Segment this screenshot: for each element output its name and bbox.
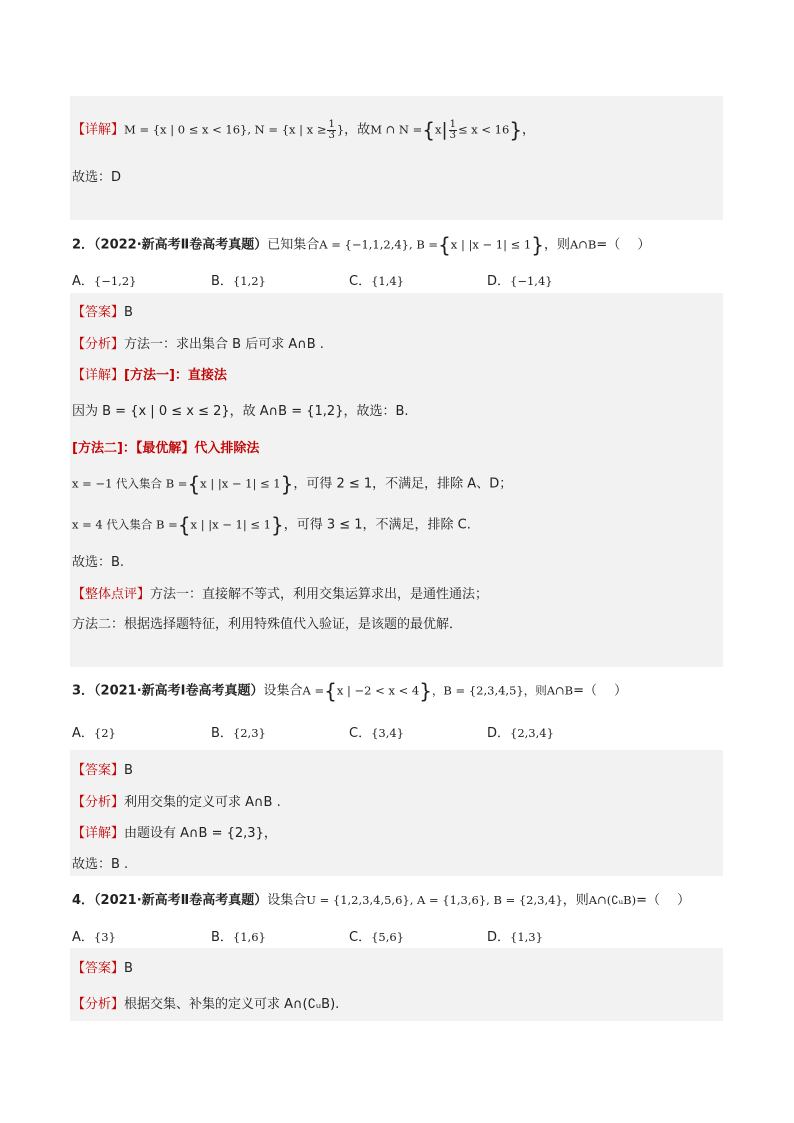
solution-panel-q3 [70,750,723,876]
q2-method2-line1: x = −1 代入集合 B ={x | |x − 1| ≤ 1}，可得 2 ≤ 1，不满足，排除 A、D； [72,472,513,496]
q3-option-c: C．{3,4} [349,726,405,741]
q2-detail-method1: 【详解】[方法一]：直接法 [72,368,227,383]
q2-review2: 方法二：根据选择题特征，利用特殊值代入验证，是该题的最优解． [72,617,463,632]
q2-option-c: C．{1,4} [349,274,405,289]
q2-option-d: D．{−1,4} [487,274,553,289]
q2-option-a: A．{−1,2} [72,274,137,289]
q2-review1: 【整体点评】方法一：直接解不等式，利用交集运算求出，是通性通法； [72,587,489,602]
q3-option-d: D．{2,3,4} [487,726,554,741]
q4-analysis: 【分析】根据交集、补集的定义可求 A∩(∁ᵤB). [72,997,340,1012]
q3-stem: 3．（2021·新高考Ⅰ卷高考真题）设集合A ={x | −2 < x < 4}，B = {2,3,4,5}，则A∩B=（ ） [72,679,628,703]
detail-tag: 【详解】 [72,122,125,138]
q3-detail: 【详解】由题设有 A∩B = {2,3}， [72,826,277,841]
q1-detail-line: 【详解】M = {x | 0 ≤ x < 16}, N = {x | x ≥ $\frac{1}{3}$ }，故M ∩ N ={x| $\frac{1}{3}$ ≤ x < 16}， [72,118,536,142]
q2-stem: 2．（2022·新高考Ⅱ卷高考真题）已知集合A = {−1,1,2,4}, B ={x | |x − 1| ≤ 1}，则A∩B=（ ） [72,233,651,257]
q4-stem: 4．（2021·新高考Ⅱ卷高考真题）设集合U = {1,2,3,4,5,6}, A = {1,3,6}, B = {2,3,4}，则A∩(∁ᵤB)=（ ） [72,893,691,908]
q2-method1-line: 因为 B = {x | 0 ≤ x ≤ 2}，故 A∩B = {1,2}，故选：B. [72,404,409,419]
q2-source: （2022·新高考Ⅱ卷高考真题） [94,237,268,253]
solution-panel-q1 [70,96,723,220]
intersection-expr: M ∩ N = [370,122,423,137]
q2-answer: 【答案】B [72,305,133,320]
set-definition: M = {x | 0 ≤ x < 16}, N = {x | x ≥ [124,122,327,137]
q4-answer: 【答案】B [72,961,133,976]
q2-method2-line2: x = 4 代入集合 B ={x | |x − 1| ≤ 1}，可得 3 ≤ 1，不满足，排除 C. [72,513,471,537]
q3-source: （2021·新高考Ⅰ卷高考真题） [94,683,264,699]
q4-source: （2021·新高考Ⅱ卷高考真题） [94,893,268,908]
fraction: $\frac{1}{3}$ [328,118,335,141]
q4-option-b: B．{1,6} [211,930,266,945]
q1-choose: 故选：D [72,170,122,185]
q2-choose: 故选：B. [72,555,125,570]
q3-analysis: 【分析】利用交集的定义可求 A∩B . [72,795,281,810]
q3-answer: 【答案】B [72,763,133,778]
q2-option-b: B．{1,2} [211,274,266,289]
q4-option-a: A．{3} [72,930,116,945]
q4-option-c: C．{5,6} [349,930,405,945]
q4-option-d: D．{1,3} [487,930,543,945]
q2-method2-title: [方法二]：【最优解】代入排除法 [72,441,260,456]
q2-analysis: 【分析】方法一：求出集合 B 后可求 A∩B . [72,337,324,352]
q3-option-a: A．{2} [72,726,116,741]
q3-choose: 故选：B . [72,857,129,872]
q3-option-b: B．{2,3} [211,726,266,741]
